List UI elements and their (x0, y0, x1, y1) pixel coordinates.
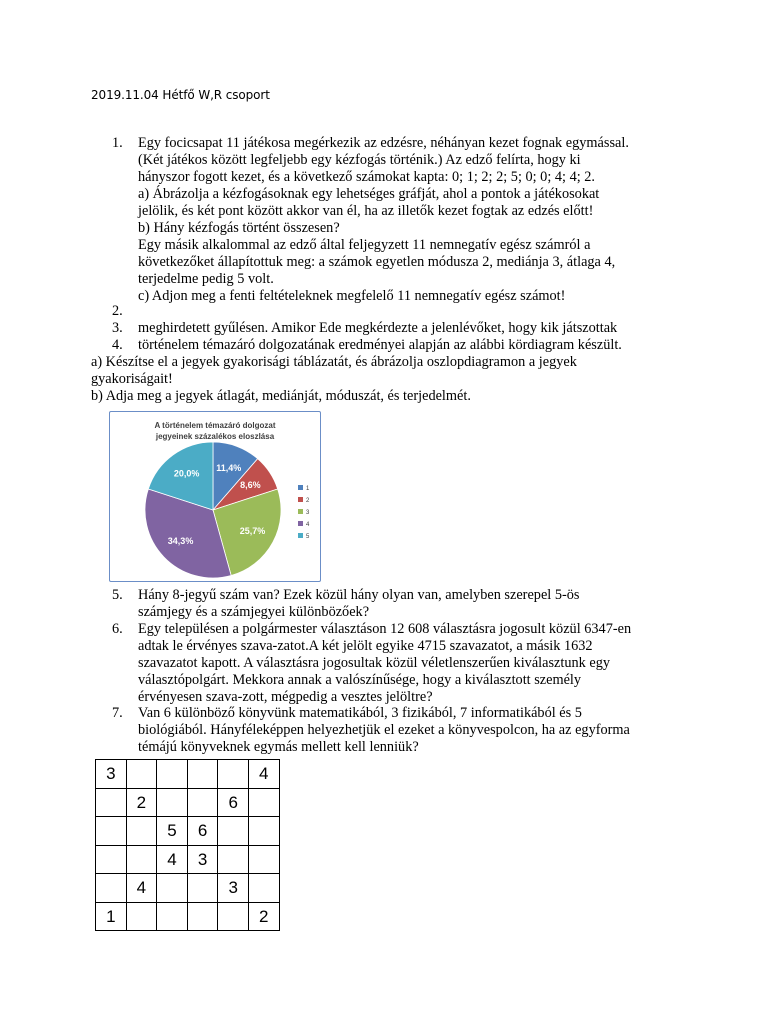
problem-text (138, 320, 683, 337)
grid-cell: 5 (157, 817, 188, 846)
legend-swatch (298, 509, 303, 514)
text-line: Egy focicsapat 11 játékosa megérkezik az edzésre, néhányan kezet fognak egymással. (138, 135, 629, 151)
text-line: jelölik, és két pont között akkor van él, ha az illetők kezet fogtak az edzés előtt! (138, 203, 594, 219)
grid-cell (96, 817, 127, 846)
text-line: hányszor fogott kezet, és a következő számokat kapta: 0; 1; 2; 2; 5; 0; 0; 4; 4; 2. (138, 169, 595, 185)
problem-text (138, 337, 683, 354)
grid-cell (126, 817, 157, 846)
legend-swatch (298, 521, 303, 526)
legend-label: 4 (306, 522, 310, 528)
grid-cell: 1 (96, 902, 127, 931)
text-line: b) Hány kézfogás történt összesen? (138, 220, 340, 236)
text-line: meghirdetett gyűlésen. Amikor Ede megkérdezte a jelenlévőket, hogy kik játszottak (138, 320, 618, 336)
legend-label: 3 (306, 510, 310, 516)
grid-cell: 4 (157, 845, 188, 874)
paragraph-line: b) Adja meg a jegyek átlagát, mediánját, móduszát, és terjedelmét. (91, 388, 471, 404)
grid-cell: 3 (96, 760, 127, 789)
grid-row (96, 845, 280, 874)
text-line: Van 6 különböző könyvünk matematikából, 3 fizikából, 7 informatikából és 5 (138, 705, 582, 721)
legend-label: 2 (306, 498, 310, 504)
grid-cell (157, 760, 188, 789)
problem-number: 2. (112, 303, 123, 319)
legend-swatch (298, 533, 303, 538)
legend-label: 1 (306, 486, 310, 492)
grid-cell: 2 (126, 788, 157, 817)
grid-cell (157, 788, 188, 817)
pie-chart (109, 411, 321, 582)
problem-number: 7. (112, 705, 123, 721)
problem-number: 1. (112, 135, 123, 151)
grid-cell (248, 874, 279, 903)
grid-cell (96, 788, 127, 817)
pie-data-label: 11,4% (216, 462, 242, 473)
grid-cell (126, 760, 157, 789)
grid-cell (218, 760, 249, 789)
grid-cell: 2 (248, 902, 279, 931)
text-line: érvényesen szava-zott, mégpedig a vesztes jelöltre? (138, 689, 433, 705)
grid-cell (248, 817, 279, 846)
text-line: számjegy és a számjegyei különbözőek? (138, 604, 370, 620)
problem-number: 5. (112, 587, 123, 603)
grid-cell (218, 817, 249, 846)
pie-chart-svg (110, 412, 320, 581)
legend-label: 5 (306, 534, 310, 540)
text-line: következőket állapítottuk meg: a számok egyetlen módusza 2, mediánja 3, átlaga 4, (138, 254, 616, 270)
paragraph-line: gyakoriságait! (91, 371, 173, 387)
legend-swatch (298, 497, 303, 502)
grid-cell: 3 (218, 874, 249, 903)
grid-cell (187, 788, 218, 817)
grid-row (96, 760, 280, 789)
grid-cell (248, 788, 279, 817)
problem-number: 6. (112, 621, 123, 637)
grid-cell: 6 (218, 788, 249, 817)
text-line: történelem témazáró dolgozatának eredményei alapján az alábbi kördiagram készült. (138, 337, 622, 353)
problem-text (138, 621, 683, 706)
text-line: (Két játékos között legfeljebb egy kézfogás történik.) Az edző felírta, hogy ki (138, 152, 581, 168)
text-line: Egy másik alkalommal az edző által feljegyzett 11 nemnegatív egész számról a (138, 237, 591, 253)
text-line: a) Ábrázolja a kézfogásoknak egy lehetséges gráfját, ahol a pontok a játékosokat (138, 186, 600, 202)
paragraph-line: a) Készítse el a jegyek gyakorisági táblázatát, és ábrázolja oszlopdiagramon a jegyek (91, 354, 577, 370)
sudoku-grid (95, 759, 280, 931)
problem-text (138, 587, 683, 621)
text-line: Egy településen a polgármester választáson 12 608 választásra jogosult közül 6347-en (138, 621, 632, 637)
pie-data-label: 34,3% (167, 536, 194, 547)
document-header: 2019.11.04 Hétfő W,R csoport (91, 88, 270, 102)
grid-cell (187, 902, 218, 931)
grid-cell (126, 845, 157, 874)
grid-cell (126, 902, 157, 931)
text-line: Hány 8-jegyű szám van? Ezek közül hány olyan van, amelyben szerepel 5-ös (138, 587, 580, 603)
grid-cell (96, 874, 127, 903)
problem-text (138, 705, 683, 756)
problem-number: 3. (112, 320, 123, 336)
grid-row (96, 817, 280, 846)
text-line: c) Adjon meg a fenti feltételeknek megfelelő 11 nemnegatív egész számot! (138, 288, 566, 304)
text-line: választópolgárt. Mekkora annak a valószínűsége, hogy a kiválasztott személy (138, 672, 582, 688)
chart-title-line: jegyeinek százalékos eloszlása (155, 432, 275, 441)
grid-cell: 4 (248, 760, 279, 789)
grid-cell (218, 902, 249, 931)
grid-row (96, 874, 280, 903)
grid-cell: 3 (187, 845, 218, 874)
grid-cell (187, 874, 218, 903)
grid-cell (96, 845, 127, 874)
pie-data-label: 8,6% (240, 480, 261, 491)
grid-cell (157, 874, 188, 903)
grid-row (96, 902, 280, 931)
grid-cell: 6 (187, 817, 218, 846)
grid-cell (218, 845, 249, 874)
text-line: adtak le érvényes szava-zatot.A két jelölt egyike 4715 szavazatot, a másik 1632 (138, 638, 593, 654)
text-line: témájú könyveknek egymás mellett kell lenniük? (138, 739, 419, 755)
text-line: biológiából. Hányféleképpen helyezhetjük el ezeket a könyvespolcon, ha az egyforma (138, 722, 630, 738)
grid-cell (248, 845, 279, 874)
grid-row (96, 788, 280, 817)
grid-cell (157, 902, 188, 931)
problem-text (138, 135, 683, 305)
text-line: szavazatot kapott. A választásra jogosultak közül véletlenszerűen kiválasztunk egy (138, 655, 611, 671)
legend-swatch (298, 485, 303, 490)
pie-data-label: 20,0% (173, 468, 200, 479)
problem-number: 4. (112, 337, 123, 353)
text-line: terjedelme pedig 5 volt. (138, 271, 274, 287)
pie-data-label: 25,7% (239, 526, 266, 537)
grid-cell (187, 760, 218, 789)
chart-title-line: A történelem témazáró dolgozat (154, 421, 276, 430)
grid-cell: 4 (126, 874, 157, 903)
